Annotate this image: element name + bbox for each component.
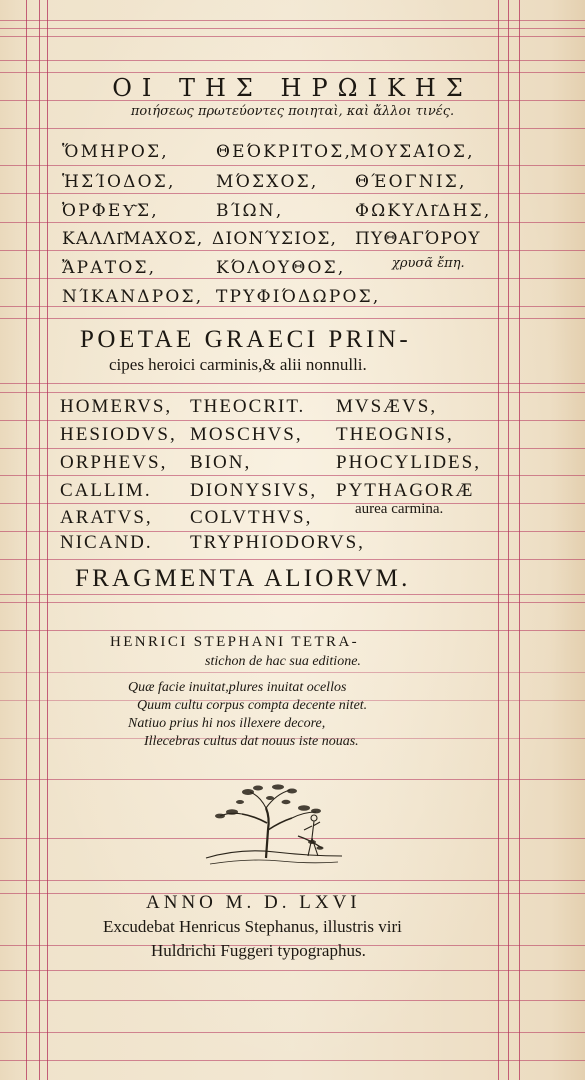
latin-name: MVSÆVS, [336,396,438,417]
ruling-line [47,0,48,1080]
ruling-line [39,0,40,1080]
ruling-line [0,72,585,73]
greek-name: ΚΑΛΛΙ͂ΜΑΧΟΣ, [62,229,204,249]
ruling-line [0,383,585,384]
latin-name: MOSCHVS, [190,424,303,445]
ruling-line [0,28,585,29]
latin-name: ARATVS, [60,507,153,528]
latin-name: NICAND. [60,532,153,553]
ruling-line [0,318,585,319]
poem-line: Quum cultu corpus compta decente nitet. [137,698,368,713]
latin-title: POETAE GRAECI PRIN- [80,326,412,353]
greek-name: ΤΡΥΦΙΌΔΩΡΟΣ, [216,287,381,307]
latin-name: aurea carmina. [355,501,444,517]
ruling-line [0,128,585,129]
greek-name: ΜΟΥΣΑΙ̂ΟΣ, [350,142,475,162]
greek-title: ΟΙ ΤΗΣ ΗΡΩΙΚΗΣ [112,74,473,102]
ruling-line [0,392,585,393]
greek-name: ὈΡΦΕΥ͂Σ, [62,201,159,221]
ruling-line [0,1060,585,1061]
ruling-line [0,672,585,673]
ruling-line [0,594,585,595]
latin-name: DIONYSIVS, [190,480,318,501]
greek-name: ΒΊΩΝ, [216,201,284,221]
ruling-line [0,193,585,194]
ruling-line [0,475,585,476]
ruling-line [0,880,585,881]
greek-name: ΦΩΚΥΛΙ͂ΔΗΣ, [355,201,492,221]
ruling-line [0,503,585,504]
latin-name: BION, [190,452,252,473]
ruling-line [0,278,585,279]
latin-name: ORPHEVS, [60,452,168,473]
greek-name: ΘΕΌΚΡΙΤΟΣ, [216,142,353,162]
greek-name: ΜΌΣΧΟΣ, [216,172,319,192]
latin-name: THEOCRIT. [190,396,306,417]
stephani-subheading: stichon de hac sua editione. [205,654,361,669]
ruling-line [0,165,585,166]
greek-name: ἌΡΑΤΟΣ, [62,258,157,278]
ruling-line [0,602,585,603]
latin-name: PYTHAGORÆ [336,480,475,501]
ruling-line [26,0,27,1080]
greek-name: ΘΈΟΓΝΙΣ, [355,172,467,192]
imprint-line: Excudebat Henricus Stephanus, illustris viri [103,917,402,936]
ruling-line [0,1032,585,1033]
ruling-line [0,559,585,560]
ruling-line [0,20,585,21]
latin-name: HOMERVS, [60,396,173,417]
greek-name: ΚΌΛΟΥΘΟΣ, [216,258,346,278]
ruling-line [0,420,585,421]
greek-name: ὍΜΗΡΟΣ, [62,142,169,162]
latin-name: COLVTHVS, [190,507,313,528]
ruling-line [0,250,585,251]
ruling-line [0,1000,585,1001]
latin-name: CALLIM. [60,480,152,501]
imprint-line: Huldrichi Fuggeri typographus. [151,941,366,960]
greek-name: ΠΥΘΑΓΌΡΟΥ [355,229,481,249]
poem-line: Quæ facie inuitat,plures inuitat ocellos [128,680,347,695]
imprint-year: ANNO M. D. LXVI [146,892,361,913]
latin-name: PHOCYLIDES, [336,452,481,473]
latin-name: THEOGNIS, [336,424,454,445]
ruling-line [0,60,585,61]
greek-name: ἩΣΊΟΔΟΣ, [62,172,176,192]
greek-name: ΔΙΟΝΎΣΙΟΣ, [212,229,338,249]
greek-name: ΝΊΚΑΝΔΡΟΣ, [62,287,204,307]
latin-subtitle: cipes heroici carminis,& alii nonnulli. [109,355,367,374]
ruling-line [0,222,585,223]
ruling-line [0,630,585,631]
ruling-line [0,970,585,971]
printers-device-olive-tree-icon [200,778,350,873]
ruling-line [519,0,520,1080]
ruling-line [0,448,585,449]
poem-line: Illecebras cultus dat nouus iste nouas. [144,734,359,749]
ruling-line [498,0,499,1080]
ruling-line [508,0,509,1080]
greek-name: χρυσᾶ ἔπη. [392,256,465,271]
fragmenta-heading: FRAGMENTA ALIORVM. [75,565,411,592]
stephani-heading: HENRICI STEPHANI TETRA- [110,634,360,650]
greek-subtitle: ποιήσεως πρωτεύοντες ποιηταὶ, καὶ ἄλλοι τινές. [130,104,455,119]
latin-name: TRYPHIODORVS, [190,532,365,553]
latin-name: HESIODVS, [60,424,177,445]
poem-line: Natiuo prius hi nos illexere decore, [128,716,326,731]
ruling-line [0,36,585,37]
